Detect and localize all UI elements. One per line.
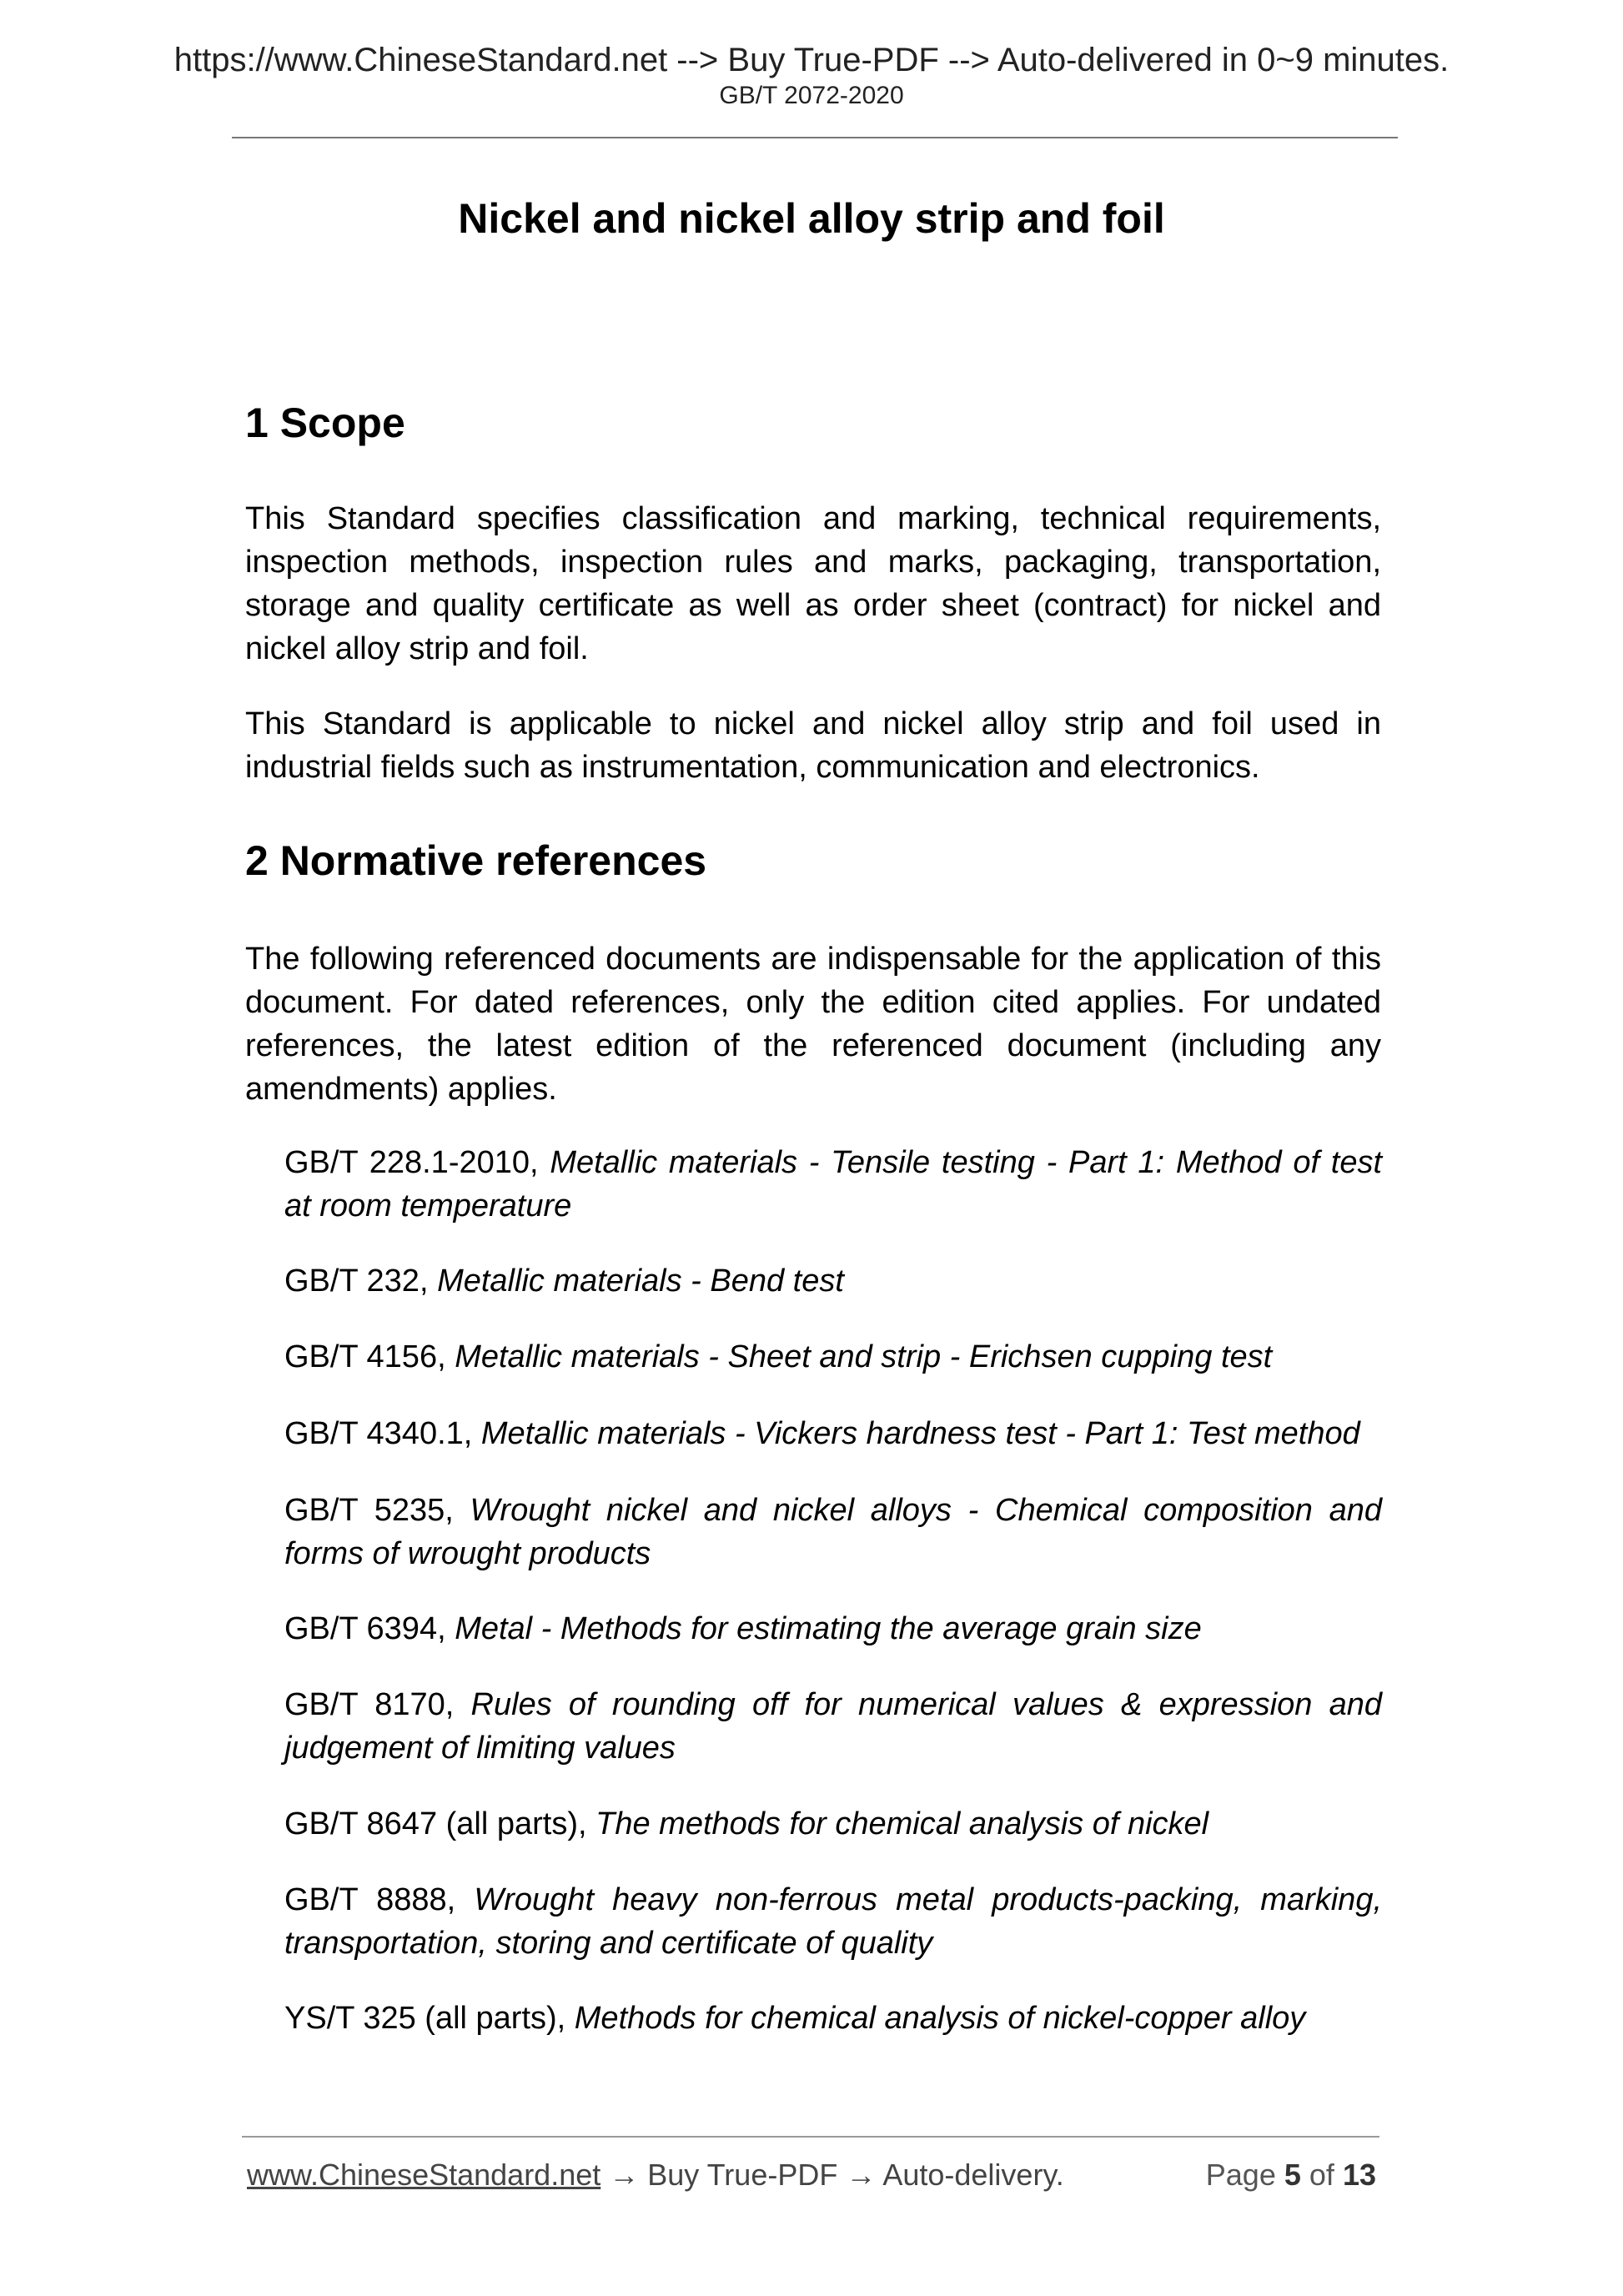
reference-title: Rules of rounding off for numerical values & expression and judgement of limiting values (284, 1687, 1382, 1766)
footer-site-link[interactable]: www.ChineseStandard.net (247, 2158, 601, 2192)
document-code: GB/T 2072-2020 (719, 82, 904, 109)
section-heading-normative-references: 2 Normative references (245, 837, 707, 884)
reference-item (284, 1997, 1382, 2040)
header-banner: https://www.ChineseStandard.net --> Buy True-PDF --> Auto-delivered in 0~9 minutes. (173, 42, 1450, 78)
footer-divider (242, 2136, 1379, 2138)
reference-item (284, 1141, 1382, 1228)
reference-title: Methods for chemical analysis of nickel-copper alloy (574, 2001, 1306, 2036)
of-label: of (1309, 2158, 1334, 2192)
reference-item (284, 1412, 1382, 1455)
scope-paragraph-1: This Standard specifies classification and marking, technical requirements, inspection methods, inspection rules and marks, packaging, transportation, storage and quality certificate as well as order sheet (contract) for nickel and nickel alloy strip and foil. (245, 501, 1381, 666)
reference-item (284, 1878, 1382, 1965)
reference-title: The methods for chemical analysis of nickel (595, 1806, 1209, 1841)
reference-code: GB/T 232, (284, 1264, 429, 1299)
reference-code: GB/T 5235, (284, 1493, 454, 1528)
reference-code: GB/T 8888, (284, 1882, 456, 1917)
references-intro-paragraph: The following referenced documents are indispensable for the application of this document. For dated references, only the edition cited applies. For undated references, the latest edition of the referenced document (including any amendments) applies. (245, 942, 1381, 1107)
header-divider (232, 137, 1398, 138)
section-heading-scope: 1 Scope (245, 399, 405, 446)
reference-item (284, 1259, 1382, 1303)
page-title: Nickel and nickel alloy strip and foil (458, 195, 1165, 242)
reference-title: Metallic materials - Bend test (437, 1264, 844, 1299)
reference-item (284, 1335, 1382, 1379)
page-indicator (1206, 2160, 1376, 2190)
reference-code: GB/T 4156, (284, 1339, 446, 1374)
scope-paragraph-2: This Standard is applicable to nickel and nickel alloy strip and foil used in industrial fields such as instrumentation, communication and electronics. (245, 706, 1381, 785)
reference-title: Metallic materials - Vickers hardness test - Part 1: Test method (480, 1416, 1360, 1451)
footer-promo-text: → Buy True-PDF → Auto-delivery. (609, 2158, 1064, 2192)
reference-title: Metal - Methods for estimating the average grain size (455, 1611, 1202, 1646)
reference-title: Metallic materials - Sheet and strip - Erichsen cupping test (455, 1339, 1273, 1374)
reference-code: GB/T 8647 (all parts), (284, 1806, 587, 1841)
reference-code: GB/T 4340.1, (284, 1416, 473, 1451)
reference-item (284, 1683, 1382, 1770)
footer-promo (247, 2160, 1064, 2190)
reference-code: GB/T 228.1-2010, (284, 1145, 539, 1180)
reference-item (284, 1607, 1382, 1650)
reference-title: Metallic materials - Tensile testing - Part 1: Method of test at room temperature (284, 1145, 1383, 1223)
reference-item (284, 1489, 1382, 1575)
reference-title: Wrought nickel and nickel alloys - Chemical composition and forms of wrought products (284, 1493, 1383, 1571)
reference-code: YS/T 325 (all parts), (284, 2001, 566, 2036)
reference-code: GB/T 8170, (284, 1687, 455, 1722)
total-pages-number: 13 (1342, 2158, 1376, 2192)
reference-code: GB/T 6394, (284, 1611, 446, 1646)
page-label: Page (1205, 2158, 1276, 2192)
reference-item (284, 1802, 1382, 1846)
current-page-number: 5 (1284, 2158, 1301, 2192)
reference-title: Wrought heavy non-ferrous metal products-packing, marking, transportation, storing and certificate of quality (284, 1882, 1383, 1961)
